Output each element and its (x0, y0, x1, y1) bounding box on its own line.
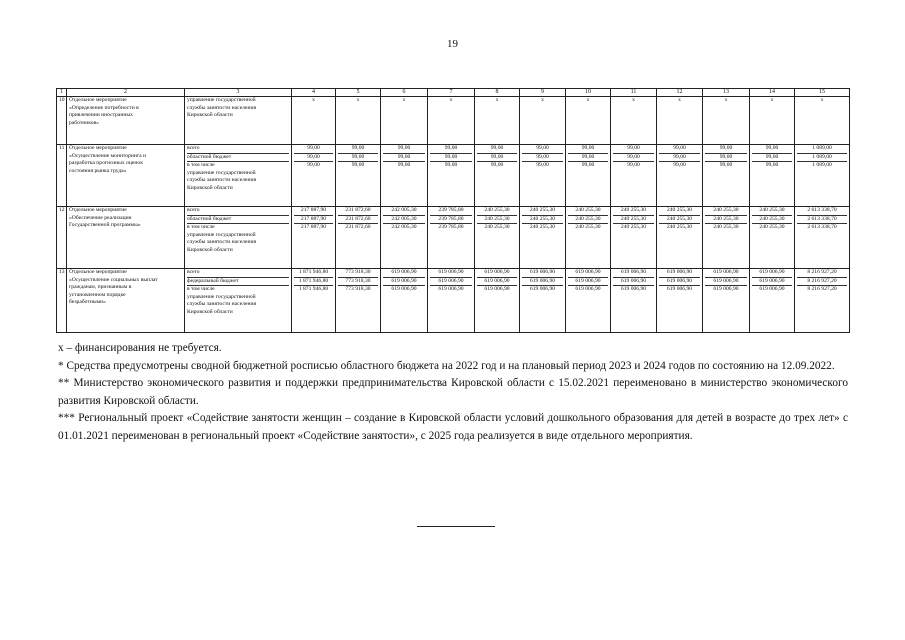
value: 1 089,00 (797, 145, 847, 154)
value-cell (475, 97, 520, 145)
value-cell (795, 97, 850, 145)
value: x (356, 97, 360, 103)
value-cell (611, 97, 657, 145)
activity-name-line: Отдельное мероприятие (69, 97, 127, 103)
activity-name-line: «Осуществление мониторинга и (69, 152, 147, 159)
value: x (770, 97, 774, 103)
value: 217 887,90 (294, 216, 333, 225)
value: 99,00 (397, 162, 411, 169)
value: 240 255,30 (620, 224, 647, 231)
value-cell (750, 145, 795, 207)
executor-line: в том числе (187, 224, 215, 231)
value-cell (381, 269, 428, 333)
value: 239 785,80 (438, 224, 464, 231)
value-cell (381, 97, 428, 145)
footnote-x: х – финансирования не требуется. (58, 342, 222, 354)
value: 99,00 (383, 154, 425, 163)
value: 99,00 (752, 145, 792, 154)
value: 619 006,90 (522, 269, 563, 278)
value: 99,00 (705, 145, 747, 154)
value: 619 006,90 (575, 286, 601, 293)
value: 99,00 (477, 154, 517, 163)
column-header: 1 (57, 89, 67, 97)
value-cell (381, 207, 428, 269)
value-cell (520, 97, 566, 145)
value: 8 216 927,20 (797, 278, 847, 287)
value-cell (703, 207, 750, 269)
value: 240 255,30 (666, 224, 693, 231)
value: 240 255,30 (575, 224, 601, 231)
value: x (724, 97, 728, 103)
value: 231 872,60 (338, 207, 378, 216)
column-header: 2 (67, 89, 185, 97)
value: x (402, 97, 406, 103)
executor (185, 145, 292, 207)
column-header: 11 (611, 89, 657, 97)
executor-line: службы занятости населения (187, 301, 257, 308)
value: 1 089,00 (797, 154, 847, 163)
value: 2 613 338,70 (807, 224, 837, 231)
value: 240 255,30 (568, 216, 608, 225)
value-cell (703, 97, 750, 145)
value: 240 255,30 (659, 216, 700, 225)
value: 619 006,90 (666, 286, 693, 293)
executor (185, 269, 292, 333)
value: 619 006,90 (752, 278, 792, 287)
column-header: 15 (795, 89, 850, 97)
value: 619 006,90 (613, 269, 654, 278)
value-cell (336, 269, 381, 333)
value: 242 005,30 (383, 207, 425, 216)
value: x (632, 97, 635, 103)
value: 242 005,30 (391, 224, 417, 231)
value: 242 005,30 (383, 216, 425, 225)
footnote-3: *** Региональный проект «Содействие занятости женщин – создание в Кировской области условий дошкольного образования для детей в возрасте до трех лет» с 01.01.2021 переименован в региональный проект «Содействие занятости», с 2025 года реализуется в виде отдельного мероприятия. (58, 412, 848, 442)
value: 619 006,90 (430, 278, 472, 287)
value: 619 006,90 (705, 269, 747, 278)
value: 8 216 927,20 (797, 269, 847, 278)
value-cell (566, 269, 611, 333)
value-cell (292, 97, 336, 145)
table-body (57, 97, 850, 333)
executor-line: Кировской области (187, 246, 233, 253)
value: 99,00 (627, 162, 640, 169)
value-cell (750, 269, 795, 333)
value: 240 255,30 (759, 224, 785, 231)
value-cell (703, 145, 750, 207)
value: 99,00 (613, 145, 654, 154)
value: 2 613 338,70 (797, 216, 847, 225)
activity-name-line: «Определение потребности в (69, 104, 139, 111)
value-cell (292, 269, 336, 333)
executor-line: Кировской области (187, 308, 233, 315)
value: 99,00 (490, 162, 504, 169)
value-cell (657, 145, 703, 207)
value-cell (657, 207, 703, 269)
activity-name-line: разработка прогнозных оценок (69, 160, 143, 167)
value: 619 006,90 (568, 278, 608, 287)
value: 99,00 (444, 162, 458, 169)
value-cell (566, 145, 611, 207)
footnote-1: * Средства предусмотрены сводной бюджетной росписью областного бюджета на 2022 год и на плановый период 2023 и 2024 годов по состоянию на 12.09.2022. (58, 359, 835, 372)
value: 240 255,30 (568, 207, 608, 216)
value: 619 006,90 (438, 286, 464, 293)
value: 99,00 (351, 162, 365, 169)
column-header: 6 (381, 89, 428, 97)
value-cell (750, 207, 795, 269)
value: 240 255,30 (713, 224, 739, 231)
value: 99,00 (673, 162, 686, 169)
executor-line: службы занятости населения (187, 239, 257, 246)
value: x (820, 97, 824, 103)
value: 217 887,90 (294, 207, 333, 216)
value: 240 255,30 (522, 216, 563, 225)
value-cell (611, 269, 657, 333)
column-header: 7 (428, 89, 475, 97)
column-header: 9 (520, 89, 566, 97)
value: 99,00 (307, 162, 320, 169)
row-number: 12 (57, 207, 67, 269)
value: 240 255,30 (477, 216, 517, 225)
value: 99,00 (522, 154, 563, 163)
value: 619 006,90 (613, 278, 654, 287)
value: 773 918,30 (338, 278, 378, 287)
value: 619 006,90 (659, 278, 700, 287)
budget-table (56, 88, 850, 333)
value: 773 918,30 (338, 269, 378, 278)
value: 240 255,30 (529, 224, 556, 231)
value: 99,00 (752, 154, 792, 163)
value-cell (795, 145, 850, 207)
value: 99,00 (294, 154, 333, 163)
executor-line: в том числе (187, 162, 215, 169)
executor-line: управление государственной (187, 231, 256, 238)
value-cell (611, 145, 657, 207)
activity-name-line: Государственной программы» (69, 222, 141, 229)
value: 1 871 946,80 (294, 269, 333, 278)
value: x (678, 97, 681, 103)
activity-name-line: безработными» (69, 299, 106, 306)
value-cell (520, 269, 566, 333)
footnotes (58, 340, 848, 445)
value-cell (611, 207, 657, 269)
value-cell (475, 145, 520, 207)
value: 99,00 (430, 154, 472, 163)
value: 231 872,60 (338, 216, 378, 225)
value-cell (703, 269, 750, 333)
value: 240 255,30 (752, 216, 792, 225)
value-cell (520, 145, 566, 207)
activity-name-line: «Обеспечение реализации (69, 214, 132, 221)
value-cell (750, 97, 795, 145)
value: 619 006,90 (752, 269, 792, 278)
value-cell (428, 97, 475, 145)
value: 240 255,30 (522, 207, 563, 216)
activity-name (67, 97, 185, 145)
executor-line: всего (187, 145, 289, 154)
column-header: 14 (750, 89, 795, 97)
executor-line: федеральный бюджет (187, 278, 289, 287)
value: 99,00 (338, 145, 378, 154)
value: 8 216 927,20 (807, 286, 837, 293)
activity-name-line: состояния рынка труда» (69, 167, 127, 174)
value: 619 006,90 (391, 286, 417, 293)
value-cell (336, 145, 381, 207)
value: 619 006,90 (477, 269, 517, 278)
value: 240 255,30 (477, 207, 517, 216)
activity-name-line: «Осуществление социальных выплат (69, 276, 158, 283)
column-header: 4 (292, 89, 336, 97)
executor-line: Кировской области (187, 184, 233, 191)
value: x (495, 97, 499, 103)
value: 619 006,90 (383, 278, 425, 287)
value: 619 006,90 (659, 269, 700, 278)
table-row (57, 97, 850, 145)
value: 619 006,90 (529, 286, 556, 293)
executor-line: службы занятости населения (187, 104, 257, 111)
row-number: 10 (57, 97, 67, 145)
value-cell (795, 207, 850, 269)
value: 99,00 (568, 145, 608, 154)
value: 240 255,30 (613, 216, 654, 225)
value: 240 255,30 (659, 207, 700, 216)
value: x (312, 97, 315, 103)
value: 619 006,90 (620, 286, 647, 293)
value: 619 006,90 (383, 269, 425, 278)
value: 619 006,90 (484, 286, 510, 293)
value: 99,00 (522, 145, 563, 154)
executor-line: в том числе (187, 286, 215, 293)
value: 99,00 (477, 145, 517, 154)
separator-line (417, 526, 495, 527)
column-header: 13 (703, 89, 750, 97)
activity-name-line: установленном порядке (69, 291, 126, 298)
value: 773 918,30 (345, 286, 371, 293)
value-cell (520, 207, 566, 269)
table-row (57, 145, 850, 207)
activity-name (67, 207, 185, 269)
value: 619 006,90 (430, 269, 472, 278)
value-cell (428, 207, 475, 269)
value: 619 006,90 (713, 286, 739, 293)
value-cell (566, 207, 611, 269)
value: 1 871 946,80 (298, 286, 329, 293)
value: 619 006,90 (522, 278, 563, 287)
value: 99,00 (338, 154, 378, 163)
executor-line: управление государственной (187, 169, 256, 176)
column-header: 5 (336, 89, 381, 97)
value: 99,00 (705, 154, 747, 163)
value: x (586, 97, 590, 103)
executor-line: областной бюджет (187, 216, 289, 225)
value: 1 871 946,80 (294, 278, 333, 287)
value: 240 255,30 (705, 207, 747, 216)
executor-line: Кировской области (187, 112, 233, 119)
value: 99,00 (719, 162, 733, 169)
executor (185, 97, 292, 145)
activity-name-line: привлечении иностранных (69, 112, 133, 119)
row-number: 13 (57, 269, 67, 333)
value: x (449, 97, 453, 103)
column-header: 10 (566, 89, 611, 97)
value: 99,00 (383, 145, 425, 154)
value-cell (475, 207, 520, 269)
value: 240 255,30 (705, 216, 747, 225)
executor-line: службы занятости населения (187, 177, 257, 184)
table-row (57, 207, 850, 269)
column-header: 8 (475, 89, 520, 97)
value: 240 255,30 (484, 224, 510, 231)
value: 239 785,80 (430, 207, 472, 216)
value: 240 255,30 (613, 207, 654, 216)
value: 217 887,90 (300, 224, 327, 231)
value-cell (336, 97, 381, 145)
value-cell (566, 97, 611, 145)
value-cell (336, 207, 381, 269)
activity-name-line: гражданам, признанным в (69, 284, 132, 291)
value: 619 006,90 (568, 269, 608, 278)
executor (185, 207, 292, 269)
activity-name (67, 269, 185, 333)
value: 99,00 (581, 162, 595, 169)
value: 99,00 (659, 154, 700, 163)
page-number: 19 (447, 38, 458, 50)
column-header: 3 (185, 89, 292, 97)
value: 239 785,80 (430, 216, 472, 225)
value: 240 255,30 (752, 207, 792, 216)
value: 2 613 338,70 (797, 207, 847, 216)
value: 231 872,60 (345, 224, 371, 231)
executor-line: всего (187, 207, 289, 216)
column-header: 12 (657, 89, 703, 97)
value: 99,00 (568, 154, 608, 163)
value-cell (292, 145, 336, 207)
activity-name-line: Отдельное мероприятие (69, 145, 127, 151)
activity-name-line: Отдельное мероприятие (69, 207, 127, 213)
activity-name-line: Отдельное мероприятие (69, 269, 127, 275)
value-cell (475, 269, 520, 333)
row-number: 11 (57, 145, 67, 207)
table-header-row (57, 89, 850, 97)
value: 1 089,00 (812, 162, 832, 169)
value-cell (657, 97, 703, 145)
footnote-2: ** Министерство экономического развития и поддержки предпринимательства Кировской области с 15.02.2021 переименовано в министерство экономического развития Кировской области. (58, 377, 848, 407)
value: 619 006,90 (759, 286, 785, 293)
executor-line: управление государственной (187, 97, 256, 103)
executor-line: управление государственной (187, 293, 256, 300)
value: 99,00 (536, 162, 549, 169)
executor-line: областной бюджет (187, 154, 289, 163)
value-cell (795, 269, 850, 333)
value-cell (292, 207, 336, 269)
value: 99,00 (659, 145, 700, 154)
value: 619 006,90 (705, 278, 747, 287)
value-cell (428, 145, 475, 207)
value: 99,00 (765, 162, 779, 169)
activity-name (67, 145, 185, 207)
value: 619 006,90 (477, 278, 517, 287)
activity-name-line: работников» (69, 119, 99, 126)
value: x (541, 97, 544, 103)
value: 99,00 (294, 145, 333, 154)
value-cell (657, 269, 703, 333)
value: 99,00 (613, 154, 654, 163)
value-cell (428, 269, 475, 333)
value: 99,00 (430, 145, 472, 154)
table-row (57, 269, 850, 333)
executor-line: всего (187, 269, 289, 278)
value-cell (381, 145, 428, 207)
